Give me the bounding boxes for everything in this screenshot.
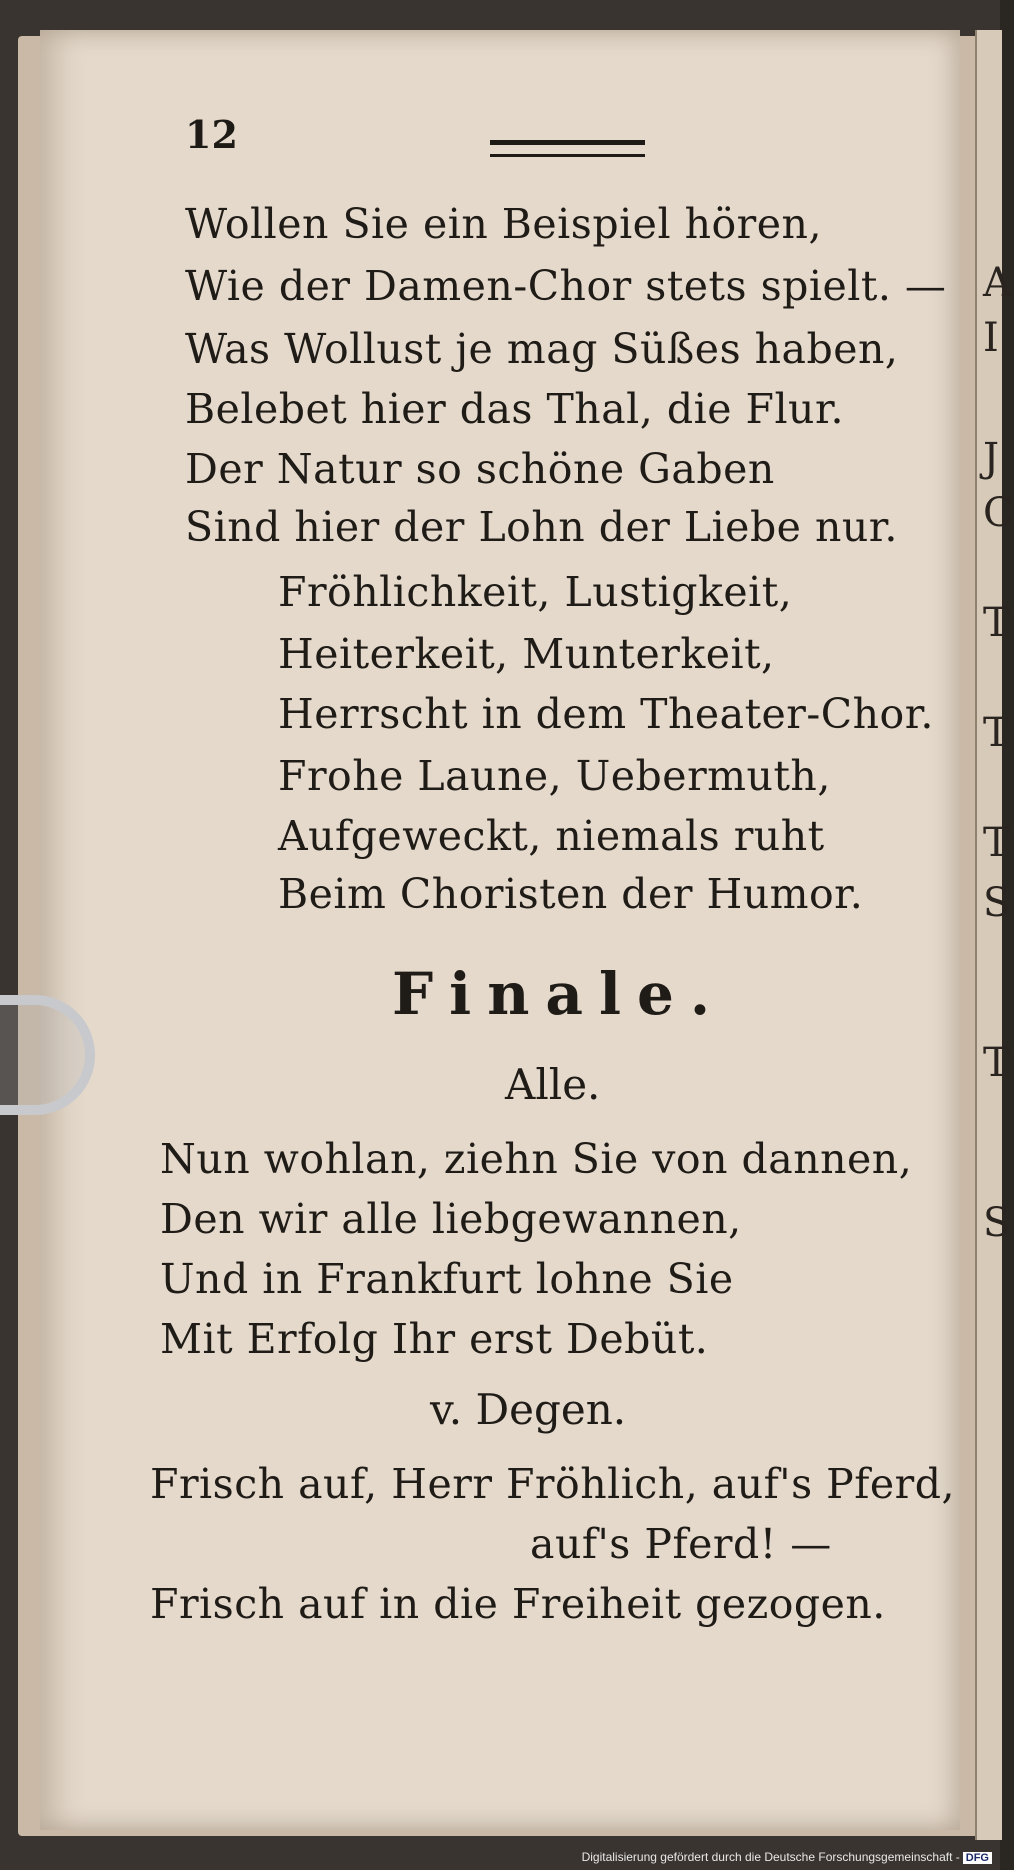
- adjacent-glyph: J: [983, 435, 1000, 481]
- verse-line: Frisch auf in die Freiheit gezogen.: [150, 1580, 886, 1628]
- header-rule-thin: [490, 154, 645, 157]
- verse-line: Der Natur so schöne Gaben: [185, 445, 775, 493]
- verse-line: Frohe Laune, Uebermuth,: [278, 752, 831, 800]
- verse-line: Wie der Damen-Chor stets spielt. —: [185, 262, 947, 310]
- verse-line: Was Wollust je mag Süßes haben,: [185, 325, 899, 373]
- adjacent-glyph: S: [983, 1200, 1011, 1246]
- verse-line: Und in Frankfurt lohne Sie: [160, 1255, 734, 1303]
- verse-line: Heiterkeit, Munterkeit,: [278, 630, 775, 678]
- verse-line: Frisch auf, Herr Fröhlich, auf's Pferd,: [150, 1460, 956, 1508]
- adjacent-glyph: T: [983, 1040, 1010, 1086]
- verse-line: Mit Erfolg Ihr erst Debüt.: [160, 1315, 709, 1363]
- verse-line: auf's Pferd! —: [530, 1520, 832, 1568]
- verse-line: Herrscht in dem Theater-Chor.: [278, 690, 934, 738]
- verse-line: Nun wohlan, ziehn Sie von dannen,: [160, 1135, 913, 1183]
- adjacent-glyph: C: [983, 490, 1014, 536]
- verse-line: Den wir alle liebgewannen,: [160, 1195, 742, 1243]
- verse-line: Fröhlichkeit, Lustigkeit,: [278, 568, 793, 616]
- speaker-label: v. Degen.: [430, 1385, 627, 1434]
- adjacent-glyph: T: [983, 600, 1010, 646]
- verse-line: Sind hier der Lohn der Liebe nur.: [185, 503, 898, 551]
- adjacent-glyph: A: [983, 260, 1012, 306]
- verse-line: Aufgeweckt, niemals ruht: [278, 812, 825, 860]
- digitization-footer: [582, 1850, 992, 1864]
- dfg-logo: DFG: [963, 1852, 992, 1864]
- speaker-label: Alle.: [505, 1060, 601, 1109]
- verse-line: Beim Choristen der Humor.: [278, 870, 864, 918]
- adjacent-glyph: S: [983, 880, 1011, 926]
- adjacent-page-strip: [975, 30, 1014, 1840]
- adjacent-glyph: T: [983, 710, 1010, 756]
- page-number: 12: [185, 112, 238, 157]
- adjacent-glyph: I: [983, 315, 999, 361]
- footer-text: Digitalisierung gefördert durch die Deutsche Forschungsgemeinschaft -: [581, 1850, 960, 1864]
- adjacent-glyph: T: [983, 820, 1010, 866]
- section-title: Finale.: [392, 960, 727, 1028]
- header-rule: [490, 140, 645, 145]
- verse-line: Belebet hier das Thal, die Flur.: [185, 385, 845, 433]
- verse-line: Wollen Sie ein Beispiel hören,: [185, 200, 822, 248]
